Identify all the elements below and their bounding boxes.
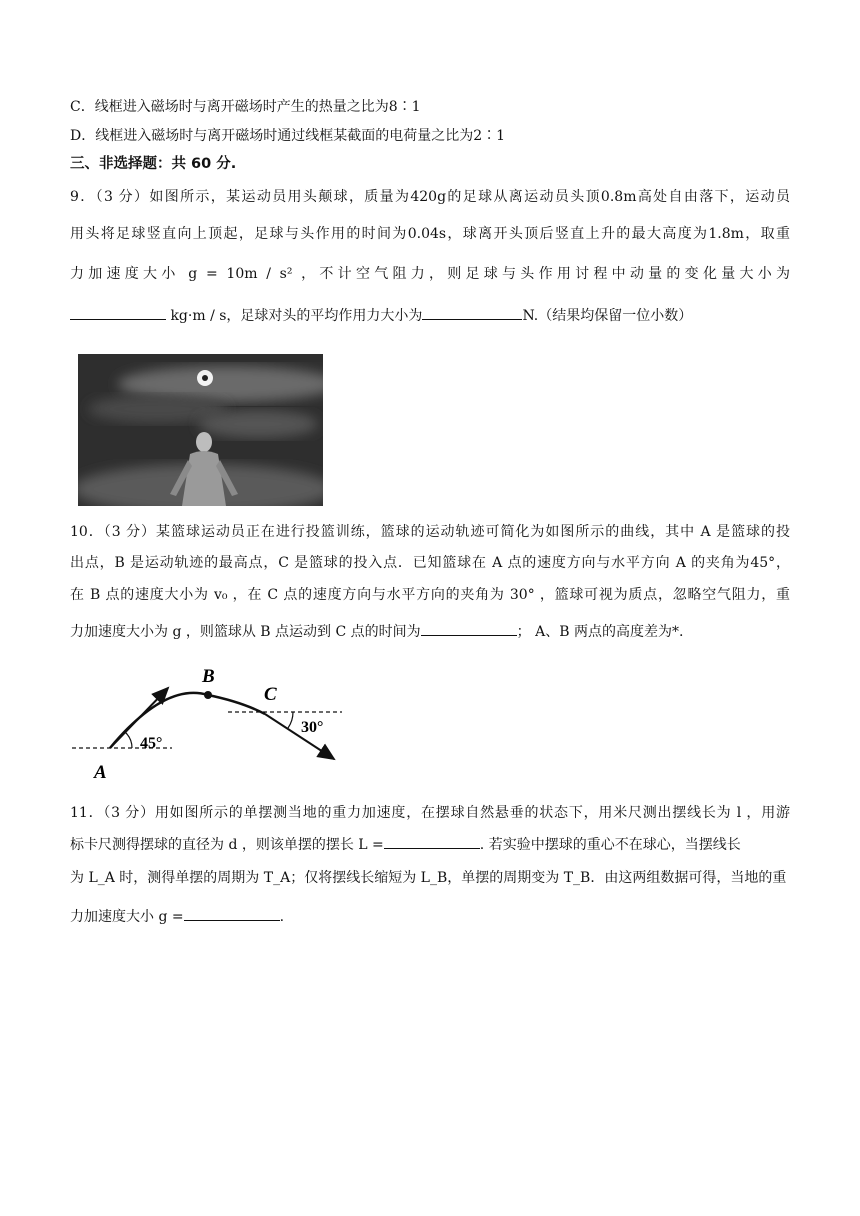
q10-line-2: 出点，B 是运动轨迹的最高点，C 是篮球的投入点．已知篮球在 A 点的速度方向与水平方向 A 的夹角为45°，: [70, 555, 790, 571]
answer-blank[interactable]: [422, 304, 522, 320]
answer-blank[interactable]: [70, 304, 166, 320]
q11-line-4: [70, 905, 790, 927]
angle-a-label: 45°: [140, 735, 163, 752]
q10-line-4: [70, 620, 790, 642]
q9-line-3: 力加速度大小 g = 10m / s² ，不计空气阻力，则足球与头作用讨程中动量的变化量大小为: [70, 266, 790, 282]
q9-line-1: 9．（3 分）如图所示，某运动员用头颠球，质量为420g的足球从离运动员头顶0.8m高处自由落下，运动员: [70, 189, 790, 205]
q11-text-tail: . 若实验中摆球的重心不在球心，当摆线长: [479, 837, 741, 853]
q10-text-tail: ； A、B 两点的高度差为*.: [516, 624, 684, 640]
answer-blank[interactable]: [421, 620, 517, 636]
q9-text-unit: kg·m / s，足球对头的平均作用力大小为: [170, 308, 423, 324]
q9-text-tail: N.（结果均保留一位小数）: [522, 308, 693, 324]
q9-line-2: 用头将足球竖直向上顶起，足球与头作用的时间为0.04s，球离开头顶后竖直上升的最大高度为1.8m，取重: [70, 226, 790, 242]
q11-text-tail-2: .: [279, 909, 285, 925]
option-d: D．线框进入磁场时与离开磁场时通过线框某截面的电荷量之比为2∶1: [70, 128, 506, 144]
q9-line-4: [70, 304, 790, 326]
q11-line-2: [70, 833, 790, 855]
point-b: [204, 691, 212, 699]
section-heading: 三、非选择题：共 60 分.: [70, 156, 237, 172]
answer-blank[interactable]: [184, 905, 280, 921]
angle-c-label: 30°: [301, 719, 324, 736]
q11-line-1: 11．（3 分）用如图所示的单摆测当地的重力加速度，在摆球自然悬垂的状态下，用米尺测出摆线长为 l ，用游: [70, 805, 790, 821]
angle-arc-a: [125, 732, 132, 748]
q10-text-lead: 力加速度大小为 g ，则篮球从 B 点运动到 C 点的时间为: [70, 624, 421, 640]
velocity-arrow-c: [265, 714, 334, 759]
q11-line-3: 为 L_A 时，测得单摆的周期为 T_A；仅将摆线长缩短为 L_B，单摆的周期变为 T_B．由这两组数据可得，当地的重: [70, 870, 787, 886]
trajectory-curve: [110, 693, 265, 748]
q10-line-1: 10．（3 分）某篮球运动员正在进行投篮训练，篮球的运动轨迹可简化为如图所示的曲线，其中 A 是篮球的投: [70, 524, 790, 540]
q11-text-lead-2: 力加速度大小 g =: [70, 909, 184, 925]
label-c: C: [264, 684, 277, 705]
q11-text-lead: 标卡尺测得摆球的直径为 d ，则该单摆的摆长 L =: [70, 837, 384, 853]
angle-arc-c: [288, 712, 293, 728]
answer-blank[interactable]: [384, 833, 480, 849]
q10-line-3: 在 B 点的速度大小为 v₀ ，在 C 点的速度方向与水平方向的夹角为 30° ，篮球可视为质点，忽略空气阻力，重: [70, 587, 790, 603]
option-c: C．线框进入磁场时与离开磁场时产生的热量之比为8∶1: [70, 99, 421, 115]
basketball-trajectory-figure: [70, 662, 360, 782]
label-b: B: [202, 666, 215, 687]
soccer-heading-photo: [78, 354, 323, 506]
label-a: A: [94, 762, 107, 782]
